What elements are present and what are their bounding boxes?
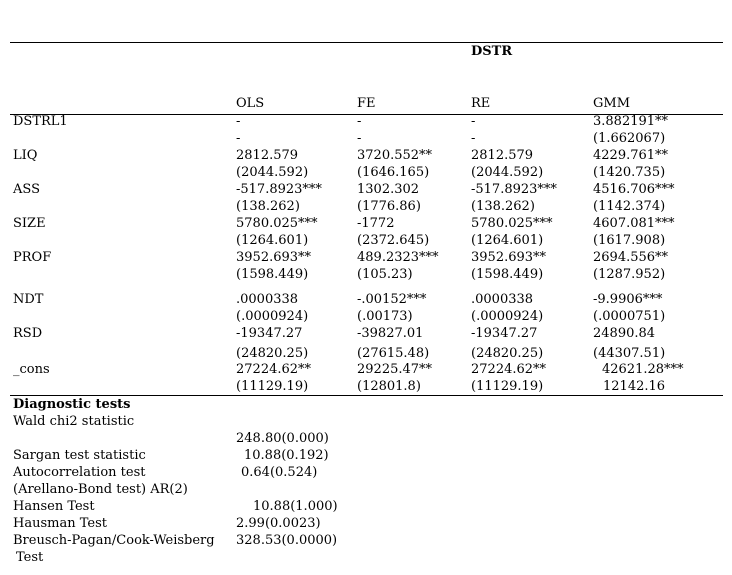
coefficient-cell: 29225.47** [357,362,433,377]
column-header-re: RE [471,96,491,111]
std-error-cell: (1598.449) [236,267,309,282]
std-error-cell: (1646.165) [357,165,430,180]
std-error-cell: (2372.645) [357,233,430,248]
sargan-label: Sargan test statistic [13,448,146,463]
std-error-cell: (1264.601) [236,233,309,248]
std-error-cell: - [357,131,362,146]
coefficient-cell: -.00152*** [357,292,427,307]
std-error-cell: (27615.48) [357,346,430,361]
std-error-cell: (2044.592) [471,165,544,180]
std-error-cell: (12801.8) [357,379,421,394]
coefficient-cell: -1772 [357,216,395,231]
std-error-cell: - [471,131,476,146]
std-error-cell: (24820.25) [471,346,544,361]
group-header: DSTR [471,44,513,59]
coefficient-cell: 27224.62** [236,362,312,377]
coefficient-cell: -517.8923*** [471,182,557,197]
coefficient-cell: - [357,114,362,129]
coefficient-cell: -39827.01 [357,326,424,341]
hausman-label: Hausman Test [13,516,107,531]
coefficient-cell: 3952.693** [236,250,312,265]
hausman-value: 2.99(0.0023) [236,516,321,531]
row-label: LIQ [13,148,38,163]
std-error-cell: (105.23) [357,267,413,282]
coefficient-cell: .0000338 [236,292,299,307]
breusch-pagan-value: 328.53(0.0000) [236,533,338,548]
std-error-cell: (11129.19) [236,379,309,394]
column-header-ols: OLS [236,96,265,111]
std-error-cell: (1264.601) [471,233,544,248]
std-error-cell: (.0000924) [471,309,544,324]
top-rule [10,42,723,43]
column-header-fe: FE [357,96,376,111]
std-error-cell: (.0000924) [236,309,309,324]
std-error-cell: (1776.86) [357,199,421,214]
std-error-cell: 12142.16 [603,379,666,394]
std-error-cell: (24820.25) [236,346,309,361]
coefficient-cell: -517.8923*** [236,182,322,197]
coefficient-cell: 5780.025*** [471,216,553,231]
std-error-cell: (44307.51) [593,346,666,361]
row-label: NDT [13,292,44,307]
sargan-value: 10.88(0.192) [244,448,329,463]
row-label: RSD [13,326,43,341]
column-header-gmm: GMM [593,96,631,111]
std-error-cell: (138.262) [236,199,300,214]
coefficient-cell: 1302.302 [357,182,420,197]
coefficient-cell: 2812.579 [236,148,299,163]
coefficient-cell: -9.9906*** [593,292,663,307]
std-error-cell: (.0000751) [593,309,666,324]
row-label: SIZE [13,216,46,231]
coefficient-cell: 27224.62** [471,362,547,377]
coefficient-cell: 4516.706*** [593,182,675,197]
std-error-cell: (1420.735) [593,165,666,180]
std-error-cell: (1617.908) [593,233,666,248]
coefficient-cell: 2812.579 [471,148,534,163]
coefficient-cell: 5780.025*** [236,216,318,231]
wald-value: 248.80(0.000) [236,431,329,446]
row-label: PROF [13,250,52,265]
autocorrelation-label: Autocorrelation test [13,465,146,480]
row-label: DSTRL1 [13,114,68,129]
std-error-cell: (138.262) [471,199,535,214]
coefficient-cell: 42621.28*** [602,362,684,377]
std-error-cell: (1.662067) [593,131,666,146]
std-error-cell: (1142.374) [593,199,666,214]
std-error-cell: - [236,131,241,146]
wald-label: Wald chi2 statistic [13,414,135,429]
coefficient-cell: 24890.84 [593,326,656,341]
diagnostics-title: Diagnostic tests [13,397,131,412]
std-error-cell: (2044.592) [236,165,309,180]
hansen-label: Hansen Test [13,499,95,514]
coefficient-cell: - [236,114,241,129]
std-error-cell: (1598.449) [471,267,544,282]
row-label: _cons [13,362,50,377]
coefficient-cell: 489.2323*** [357,250,439,265]
coefficient-cell: 2694.556** [593,250,669,265]
coefficient-cell: 4607.081*** [593,216,675,231]
std-error-cell: (11129.19) [471,379,544,394]
row-label: ASS [13,182,40,197]
std-error-cell: (1287.952) [593,267,666,282]
breusch-pagan-label: Breusch-Pagan/Cook-Weisberg [13,533,215,548]
coefficient-cell: 3720.552** [357,148,433,163]
coefficient-cell: - [471,114,476,129]
std-error-cell: (.00173) [357,309,413,324]
coefficient-cell: 3952.693** [471,250,547,265]
coefficient-cell: 4229.761** [593,148,669,163]
autocorrelation-value: 0.64(0.524) [241,465,318,480]
coefficient-cell: -19347.27 [236,326,303,341]
coefficient-cell: .0000338 [471,292,534,307]
breusch-pagan-label-cont: Test [16,550,44,565]
hansen-value: 10.88(1.000) [253,499,338,514]
coefficient-cell: 3.882191** [593,114,669,129]
diagnostics-rule [10,395,723,396]
coefficient-cell: -19347.27 [471,326,538,341]
arellano-bond-label: (Arellano-Bond test) AR(2) [13,482,188,497]
